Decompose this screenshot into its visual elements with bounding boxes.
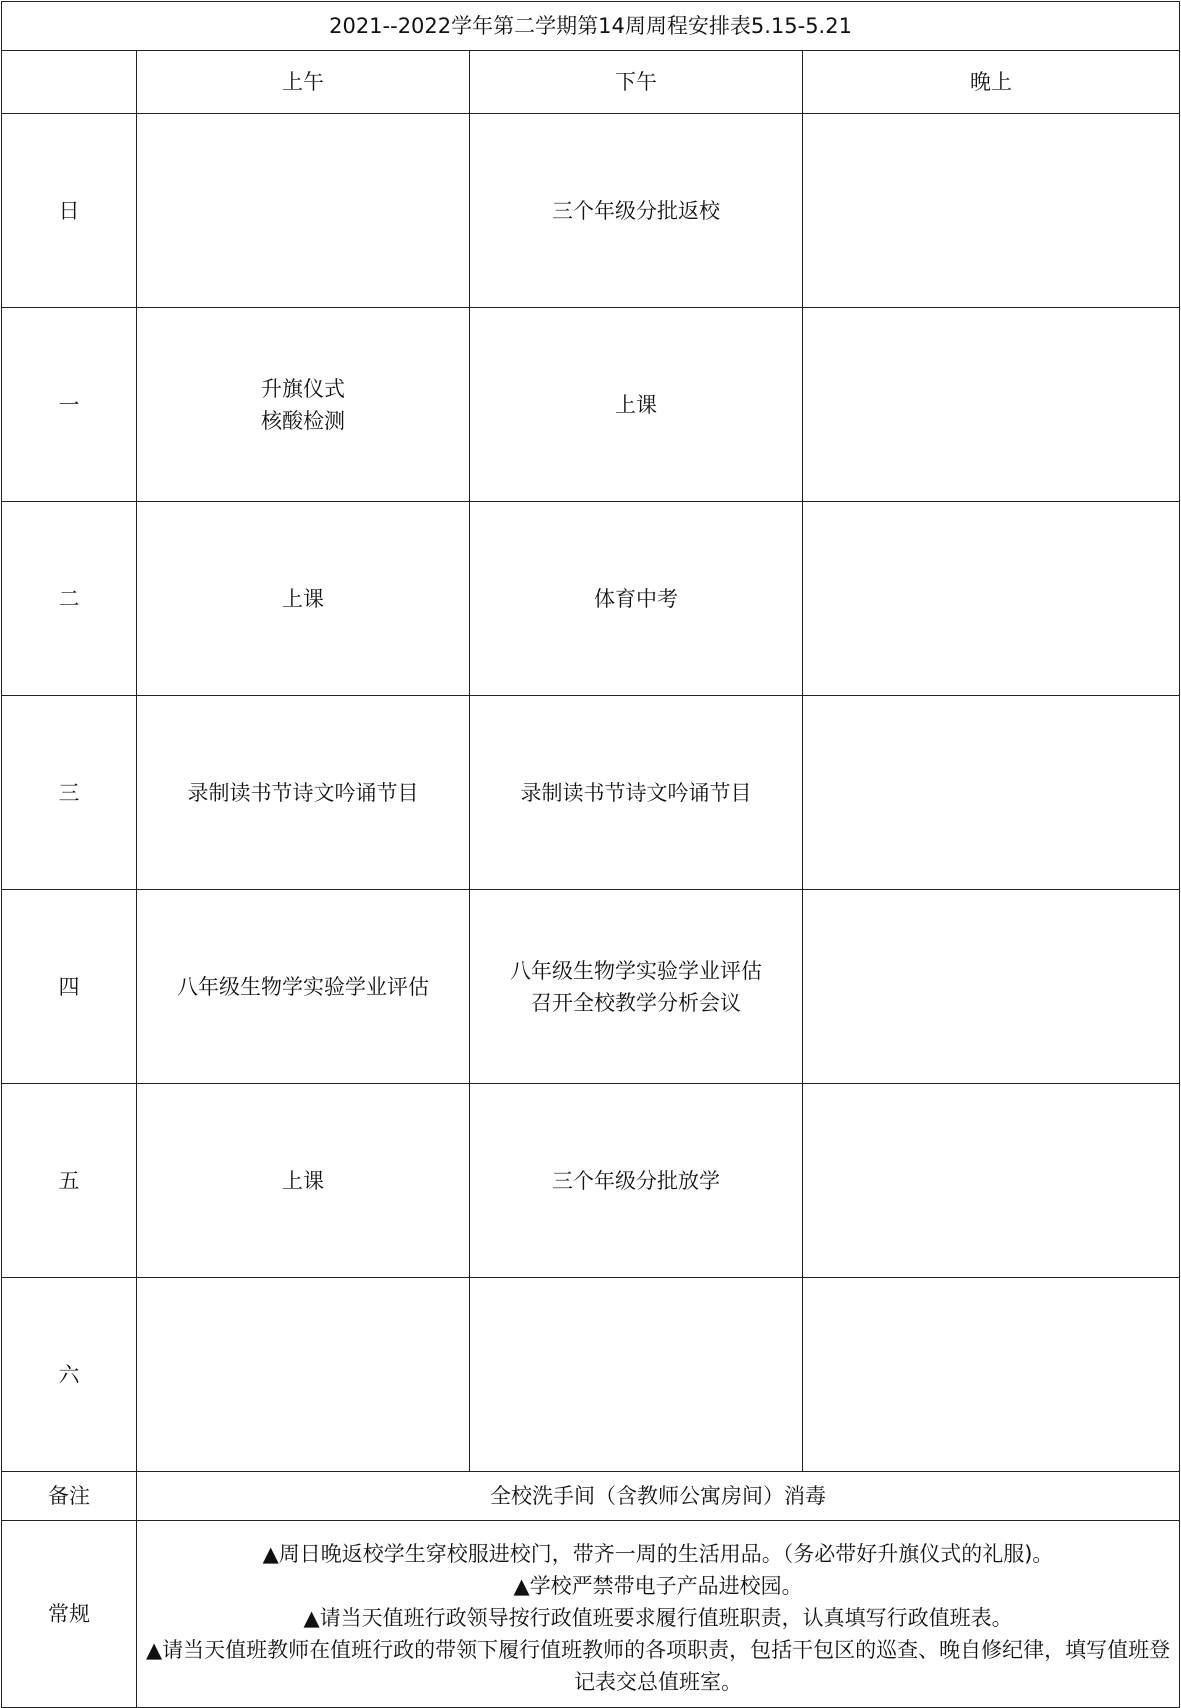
header-evening: 晚上: [803, 51, 1180, 114]
cell-morning: [137, 114, 470, 308]
day-label: 四: [2, 890, 137, 1084]
cell-evening: [803, 1084, 1180, 1278]
cell-evening: [803, 696, 1180, 890]
day-row: [2, 114, 1180, 308]
weekly-schedule-table: [1, 1, 1180, 1708]
day-row: [2, 502, 1180, 696]
cell-morning: [137, 308, 470, 502]
cell-morning: [137, 696, 470, 890]
remark-label: 备注: [2, 1472, 137, 1521]
cell-evening: [803, 1278, 1180, 1472]
day-label: 五: [2, 1084, 137, 1278]
cell-evening: [803, 114, 1180, 308]
routine-row: [2, 1521, 1180, 1708]
cell-afternoon: [470, 696, 803, 890]
activity-text: 体育中考: [594, 586, 678, 611]
day-row: [2, 1084, 1180, 1278]
cell-evening: [803, 502, 1180, 696]
activity-text: 八年级生物学实验学业评估: [177, 974, 429, 999]
day-row: [2, 696, 1180, 890]
activity-text: 上课: [615, 392, 657, 417]
routine-label: 常规: [2, 1521, 137, 1708]
routine-item: ▲学校严禁带电子产品进校园。: [513, 1574, 803, 1598]
header-morning: 上午: [137, 51, 470, 114]
remark-row: [2, 1472, 1180, 1521]
schedule-body: [2, 2, 1180, 1708]
activity-text: 核酸检测: [261, 408, 345, 433]
routine-item: ▲请当天值班行政领导按行政值班要求履行值班职责，认真填写行政值班表。: [303, 1606, 1013, 1630]
cell-morning: [137, 890, 470, 1084]
activity-text: 录制读书节诗文吟诵节目: [187, 780, 419, 805]
activity-text: 三个年级分批放学: [552, 1168, 720, 1193]
cell-afternoon: [470, 1084, 803, 1278]
header-afternoon: 下午: [470, 51, 803, 114]
routine-item: ▲周日晚返校学生穿校服进校门，带齐一周的生活用品。（务必带好升旗仪式的礼服)。: [262, 1542, 1054, 1566]
schedule-title: 2021--2022学年第二学期第14周周程安排表5.15-5.21: [2, 2, 1180, 51]
day-label: 一: [2, 308, 137, 502]
activity-text: 八年级生物学实验学业评估: [510, 958, 762, 983]
activity-text: 三个年级分批返校: [552, 198, 720, 223]
cell-morning: [137, 502, 470, 696]
day-label: 六: [2, 1278, 137, 1472]
cell-afternoon: [470, 308, 803, 502]
cell-afternoon: [470, 502, 803, 696]
activity-text: 召开全校教学分析会议: [531, 990, 741, 1015]
cell-afternoon: [470, 890, 803, 1084]
day-label: 日: [2, 114, 137, 308]
title-row: [2, 2, 1180, 51]
remark-text: 全校洗手间（含教师公寓房间）消毒: [137, 1472, 1180, 1521]
routine-item: ▲请当天值班教师在值班行政的带领下履行值班教师的各项职责，包括干包区的巡查、晚自修纪律，填写值班登记表交总值班室。: [145, 1638, 1171, 1694]
header-corner: [2, 51, 137, 114]
activity-text: 上课: [282, 586, 324, 611]
cell-afternoon: [470, 114, 803, 308]
activity-text: 上课: [282, 1168, 324, 1193]
cell-evening: [803, 890, 1180, 1084]
day-row: [2, 890, 1180, 1084]
routine-text: [137, 1521, 1180, 1708]
day-label: 二: [2, 502, 137, 696]
activity-text: 录制读书节诗文吟诵节目: [520, 780, 752, 805]
cell-morning: [137, 1278, 470, 1472]
day-row: [2, 1278, 1180, 1472]
cell-morning: [137, 1084, 470, 1278]
day-row: [2, 308, 1180, 502]
cell-afternoon: [470, 1278, 803, 1472]
day-label: 三: [2, 696, 137, 890]
cell-evening: [803, 308, 1180, 502]
activity-text: 升旗仪式: [261, 376, 345, 401]
header-row: [2, 51, 1180, 114]
